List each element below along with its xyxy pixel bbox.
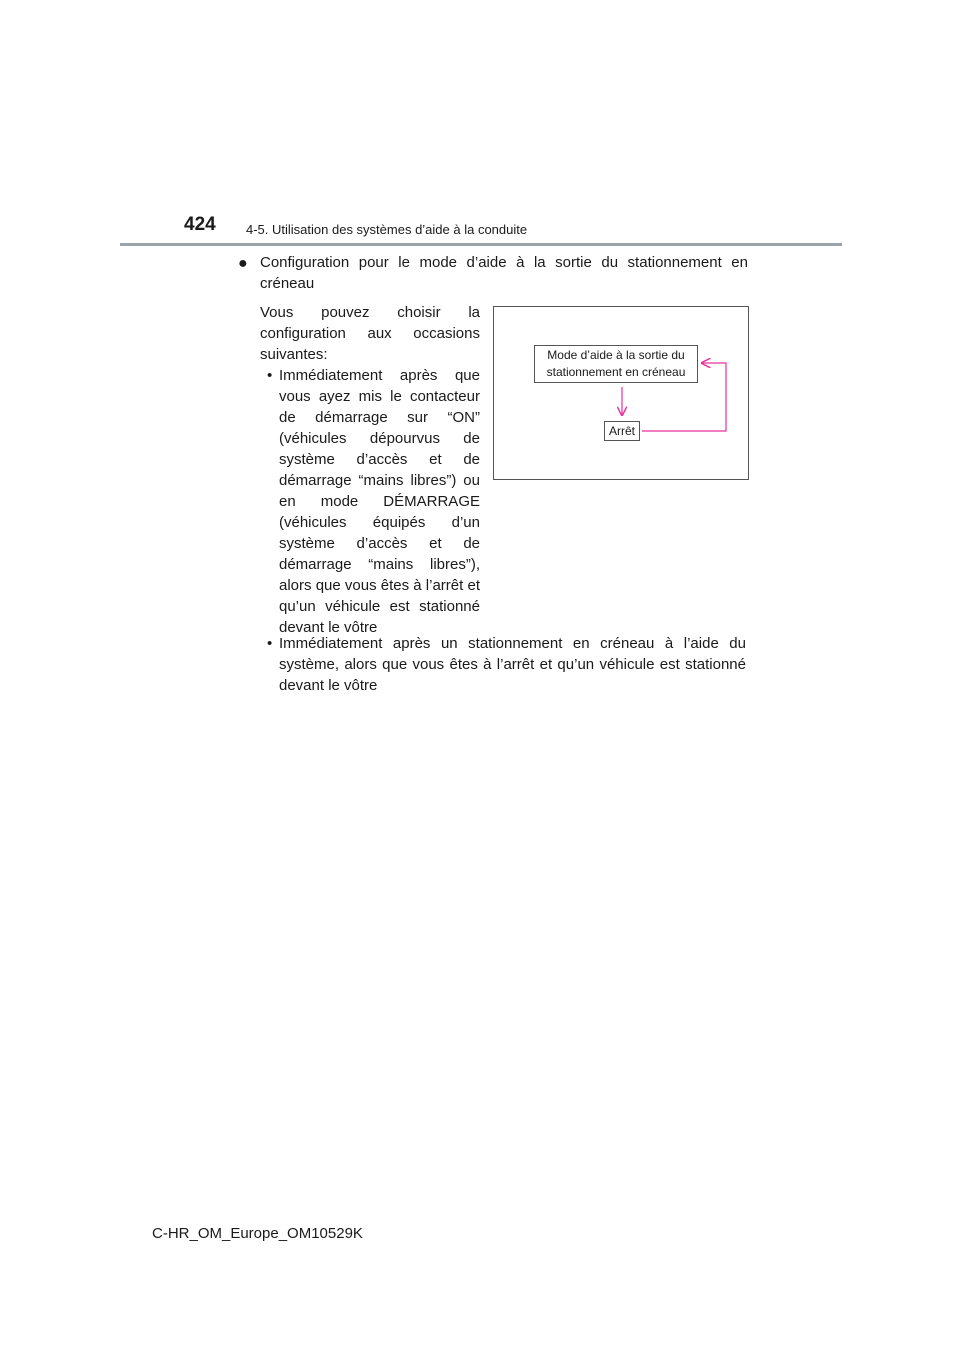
mode-diagram	[493, 306, 749, 480]
stop-box: Arrêt	[604, 421, 640, 441]
list-item	[260, 633, 746, 696]
header-divider	[120, 243, 842, 246]
parking-exit-mode-box	[534, 345, 698, 383]
list-item-text: Immédiatement après un stationnement en créneau à l’aide du système, alors que vous êtes à l’arrêt et qu’un véhicule est stationné devant le vôtre	[279, 635, 746, 694]
bullet-dot-icon: ●	[238, 255, 248, 272]
list-item-text: Immédiatement après que vous ayez mis le contacteur de démarrage sur “ON” (véhicules dépourvus de système d’accès et de démarrage “mains libres”) ou en mode DÉMARRAGE (véhicules équipés d’un système d’accès et de démarrage “mains libres”), alors que vous êtes à l’arrêt et qu’un véhicule est stationné devant le vôtre	[279, 367, 480, 636]
page-number: 424	[184, 214, 216, 235]
list-bullet: •	[267, 367, 273, 384]
document-id: C-HR_OM_Europe_OM10529K	[152, 1225, 363, 1242]
mode-label-line2: stationnement en créneau	[546, 365, 686, 379]
heading-text: Configuration pour le mode d’aide à la sortie du stationnement en créneau	[260, 254, 748, 292]
section-title: 4-5. Utilisation des systèmes d’aide à la conduite	[246, 222, 528, 237]
intro-paragraph: Vous pouvez choisir la configuration aux occasions suivantes:	[260, 304, 480, 363]
configuration-heading	[238, 252, 748, 294]
body-column	[260, 302, 480, 638]
list-bullet: •	[267, 635, 273, 652]
mode-label-line1: Mode d’aide à la sortie du	[547, 348, 685, 362]
list-item	[260, 365, 480, 638]
diagram-arrows	[494, 307, 750, 481]
